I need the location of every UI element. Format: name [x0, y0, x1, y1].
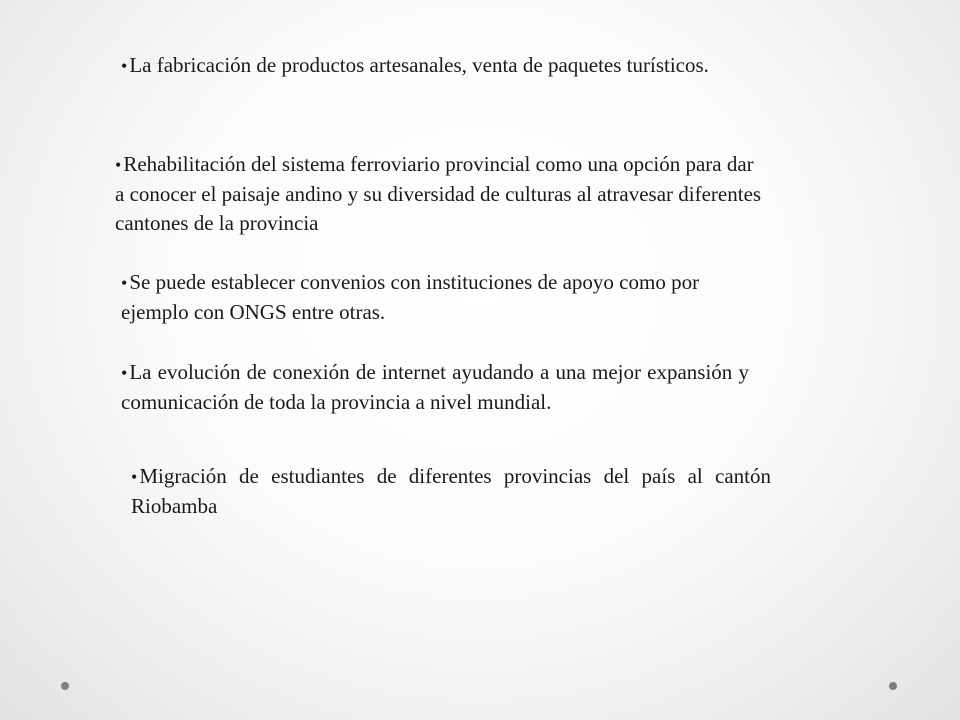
bullet-text: Migración de estudiantes de diferentes provincias del país al cantón Riobamba	[131, 464, 771, 518]
bullet-text: Rehabilitación del sistema ferroviario provincial como una opción para dar a conocer el paisaje andino y su diversidad de culturas al atravesar diferentes cantones de la provincia	[115, 152, 762, 235]
bullet-marker: •	[131, 467, 138, 487]
bullet-item	[131, 462, 771, 521]
bullet-item	[121, 51, 781, 81]
bullet-item	[121, 268, 761, 327]
decorative-dot-left	[61, 682, 69, 690]
bullet-marker: •	[121, 363, 128, 383]
bullet-text: La fabricación de productos artesanales, venta de paquetes turísticos.	[129, 53, 709, 77]
decorative-dot-right	[889, 682, 897, 690]
bullet-text: La evolución de conexión de internet ayudando a una mejor expansión y comunicación de toda la provincia a nivel mundial.	[121, 360, 749, 414]
bullet-item	[121, 358, 749, 417]
bullet-text: Se puede establecer convenios con instituciones de apoyo como por ejemplo con ONGS entre otras.	[121, 270, 700, 324]
bullet-item	[115, 150, 765, 238]
bullet-marker: •	[121, 56, 128, 76]
bullet-marker: •	[115, 155, 122, 175]
bullet-marker: •	[121, 273, 128, 293]
